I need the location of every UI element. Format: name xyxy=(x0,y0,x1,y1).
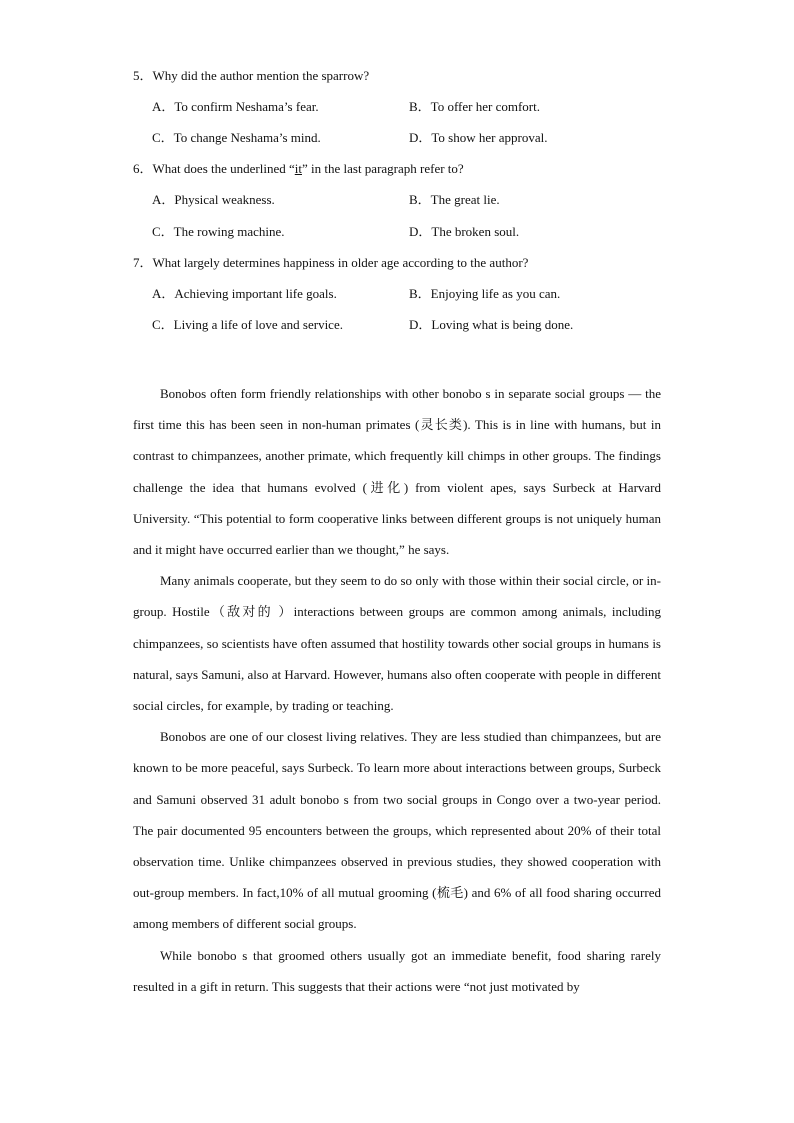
question-6-option-d: D．The broken soul. xyxy=(409,224,520,239)
question-6-option-b: B．The great lie. xyxy=(409,192,500,207)
question-5-option-d: D．To show her approval. xyxy=(409,130,548,145)
passage-paragraph-2: Many animals cooperate, but they seem to do so only with those within their social circle, or in-group. Hostile（敌对的 ）interactions between groups are common among animals, including chimpanzees, so scientists have often assumed that hostility towards other social groups in humans is natural, says Samuni, also at Harvard. However, humans also often cooperate with people in different social circles, for example, by trading or teaching. xyxy=(133,573,661,714)
question-5-stem xyxy=(133,68,369,84)
question-6-stem xyxy=(133,161,464,177)
question-6-option-a: A．Physical weakness. xyxy=(152,192,275,207)
question-5-text: Why did the author mention the sparrow? xyxy=(152,68,370,83)
question-5-number: 5． xyxy=(133,68,153,83)
question-5-option-c: C．To change Neshama’s mind. xyxy=(152,130,321,145)
question-6-underlined-word: it xyxy=(294,161,302,176)
passage-paragraph-1: Bonobos often form friendly relationships with other bonobo s in separate social groups — the first time this has been seen in non-human primates (灵长类). This is in line with humans, but in contrast to chimpanzees, another primate, which frequently kill chimps in other groups. The findings challenge the idea that humans evolved (进化) from violent apes, says Surbeck at Harvard University. “This potential to form cooperative links between different groups is not uniquely human and it might have occurred earlier than we thought,” he says. xyxy=(133,386,661,558)
passage-paragraph-3: Bonobos are one of our closest living relatives. They are less studied than chimpanzees, but are known to be more peaceful, says Surbeck. To learn more about interactions between groups, Surbeck and Samuni observed 31 adult bonobo s from two social groups in Congo over a two-year period. The pair documented 95 encounters between the groups, which represented about 20% of their total observation time. Unlike chimpanzees observed in previous studies, they showed cooperation with out-group members. In fact,10% of all mutual grooming (梳毛) and 6% of all food sharing occurred among members of different social groups. xyxy=(133,729,661,932)
question-7-option-d: D．Loving what is being done. xyxy=(409,317,574,332)
question-7-option-c: C．Living a life of love and service. xyxy=(152,317,343,332)
passage-paragraph-4: While bonobo s that groomed others usually got an immediate benefit, food sharing rarely resulted in a gift in return. This suggests that their actions were “not just motivated by xyxy=(133,947,661,994)
question-6-option-c: C．The rowing machine. xyxy=(152,224,285,239)
question-7-text: What largely determines happiness in older age according to the author? xyxy=(152,255,529,270)
question-7-number: 7． xyxy=(133,255,153,270)
question-6-number: 6． xyxy=(133,161,153,176)
question-6-text-before: What does the underlined “ xyxy=(152,161,295,176)
question-7-stem xyxy=(133,255,528,271)
question-7-option-a: A．Achieving important life goals. xyxy=(152,286,337,301)
reading-passage xyxy=(133,378,661,1002)
question-6-text-after: ” in the last paragraph refer to? xyxy=(301,161,464,176)
question-7-option-b: B．Enjoying life as you can. xyxy=(409,286,561,301)
question-5-option-a: A．To confirm Neshama’s fear. xyxy=(152,99,319,114)
question-5-option-b: B．To offer her comfort. xyxy=(409,99,540,114)
